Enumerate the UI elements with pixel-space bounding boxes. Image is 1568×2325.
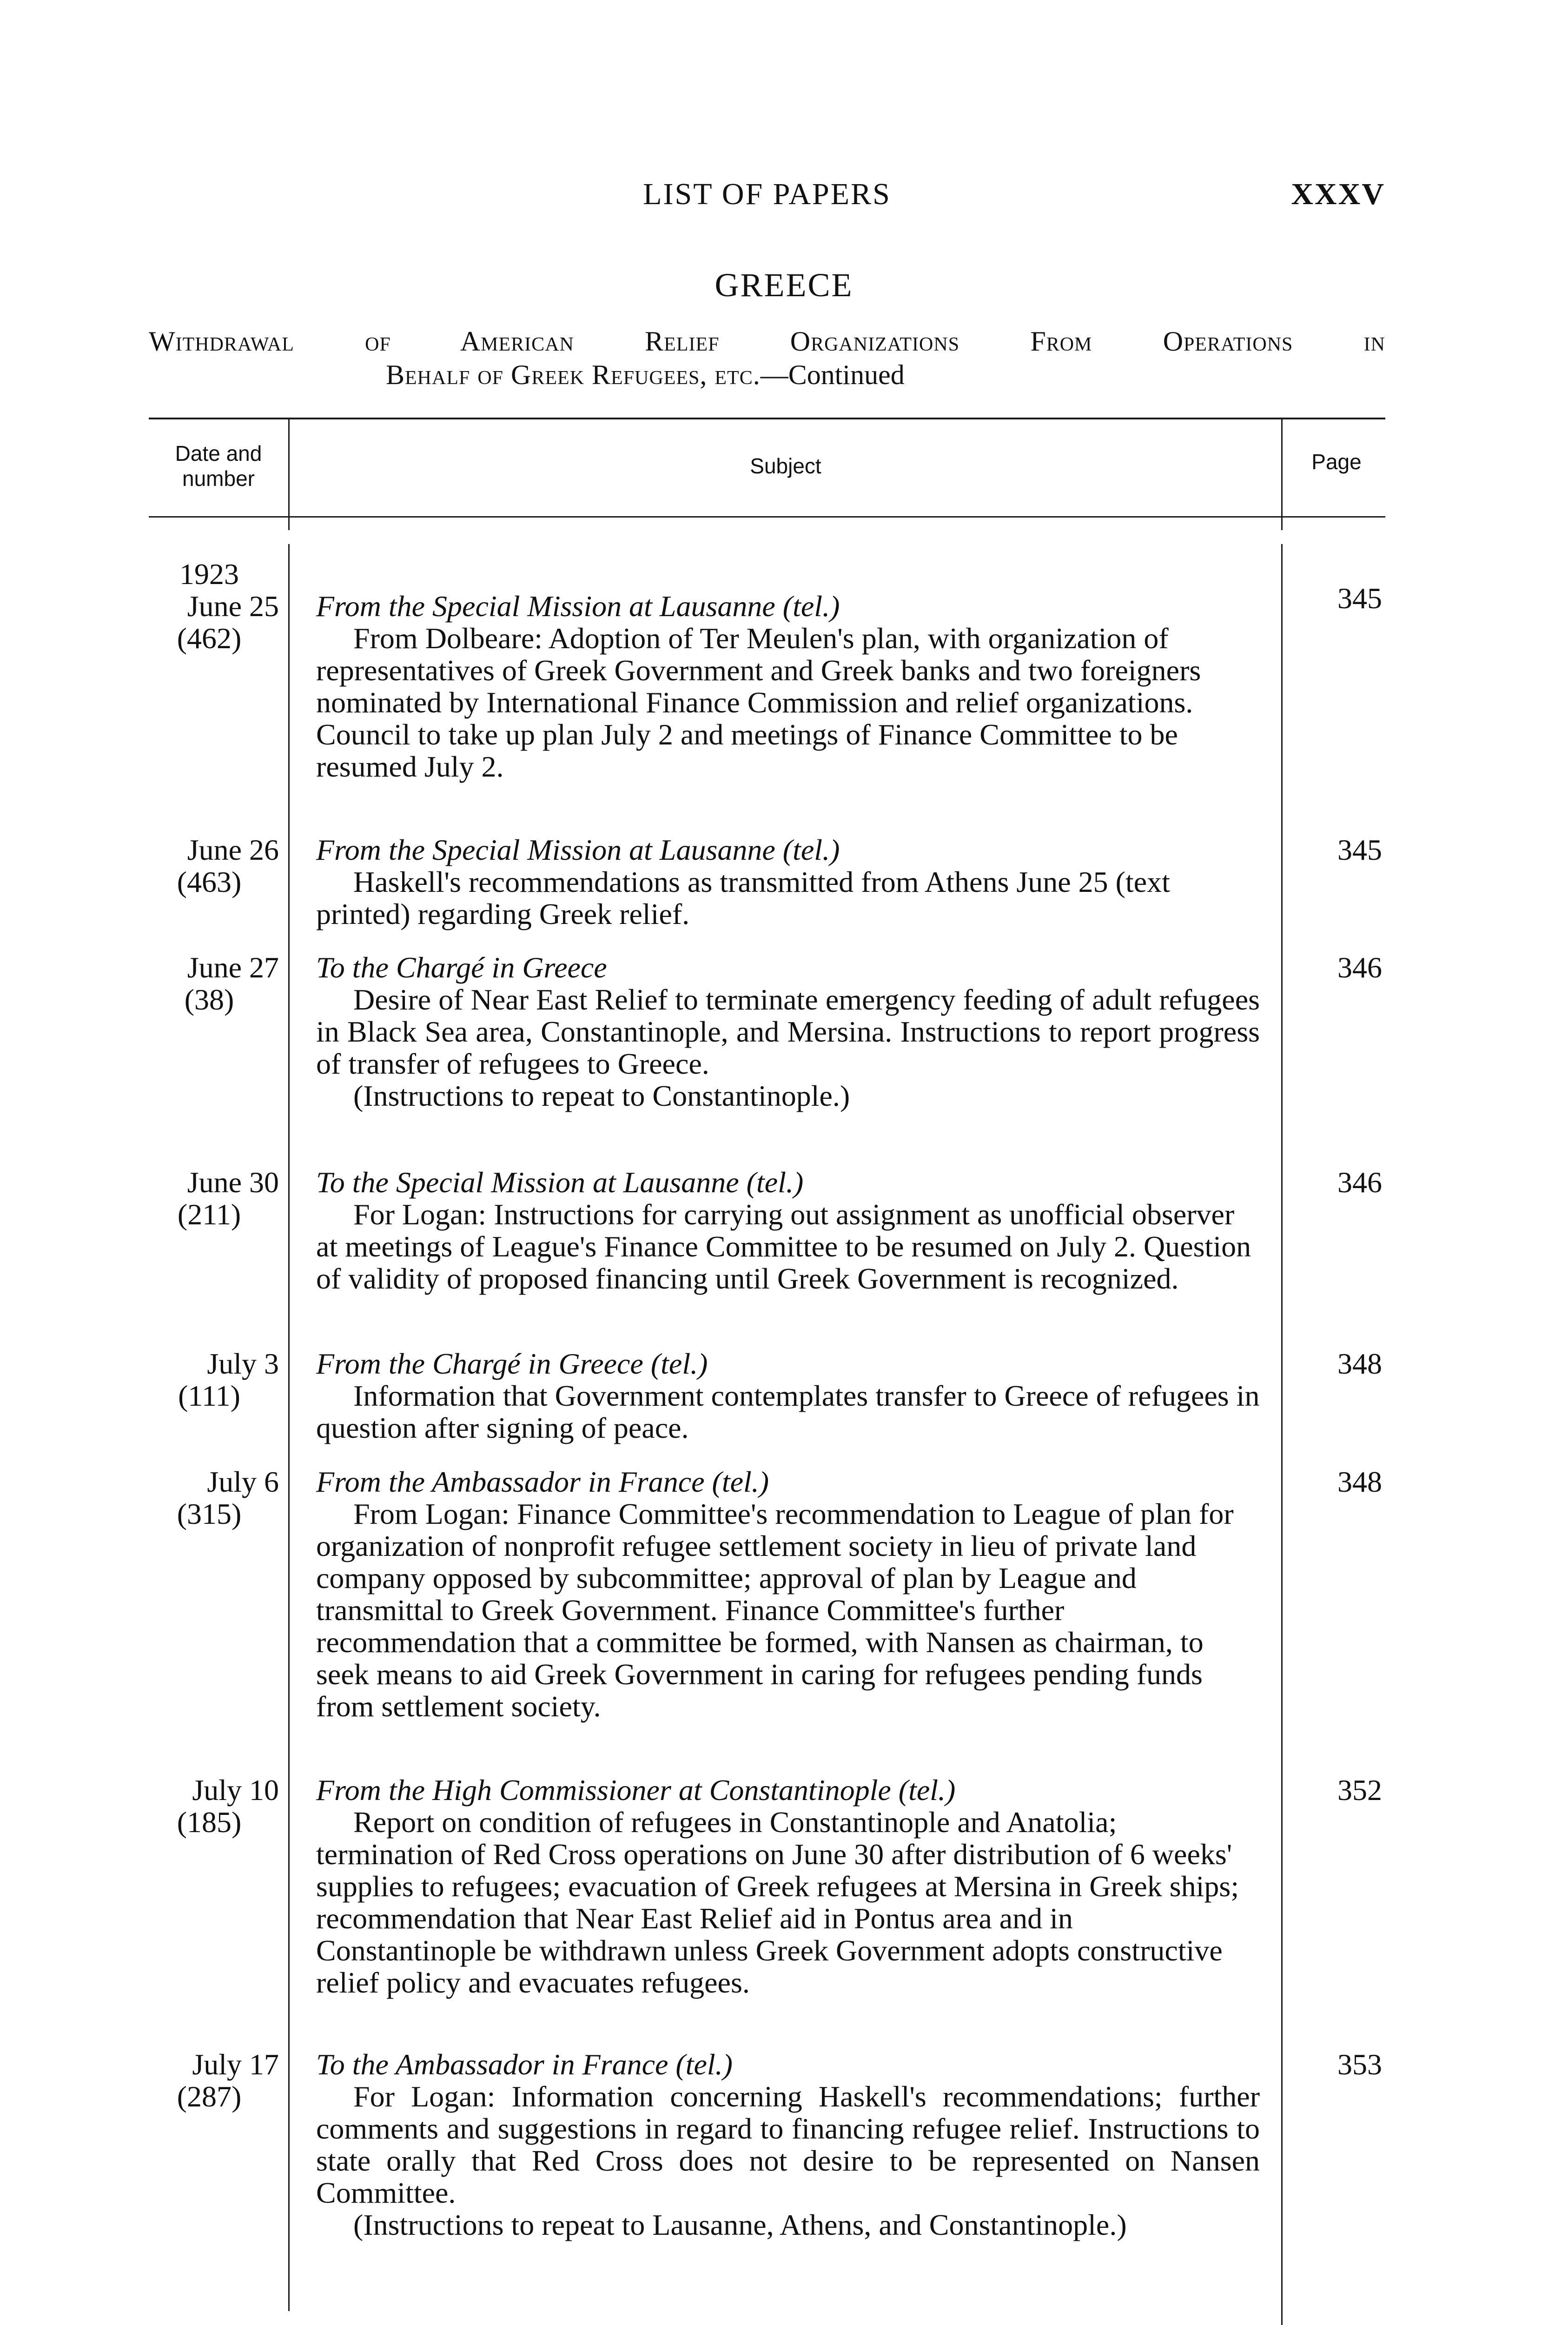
entry-date-cell: [139, 834, 279, 898]
entry-source: From the Ambassador in France (tel.): [316, 1465, 769, 1498]
entry-number: (185): [177, 1806, 242, 1839]
column-header-subject: Subject: [750, 454, 821, 478]
entry-source: To the Special Mission at Lausanne (tel.): [316, 1166, 804, 1199]
column-divider-page: [1281, 544, 1283, 2325]
country-heading: GREECE: [715, 266, 853, 304]
entry-number: (463): [177, 865, 242, 898]
entry-page: 348: [1337, 1347, 1382, 1380]
entry-date: July 10: [192, 1774, 279, 1807]
entry-number: (111): [178, 1379, 240, 1412]
table-header-rule: [149, 516, 1385, 518]
entry-date: July 3: [207, 1347, 279, 1380]
entry-date: July 6: [207, 1465, 279, 1498]
entry-subject: [316, 1166, 1260, 1295]
entry-source: To the Ambassador in France (tel.): [316, 2048, 733, 2081]
entry-page: 348: [1337, 1465, 1382, 1498]
entry-date: June 26: [187, 833, 279, 866]
entry-date-cell: [139, 1774, 279, 1838]
column-header-page: Page: [1311, 450, 1362, 474]
section-title-line1: Withdrawal of American Relief Organizations From Operations in: [149, 326, 1385, 357]
entry-date-cell: [139, 1348, 279, 1412]
entry-source: From the Chargé in Greece (tel.): [316, 1347, 708, 1380]
entry-subject: [316, 834, 1260, 930]
entry-number: (462): [177, 622, 242, 655]
section-title-continued: —Continued: [760, 359, 905, 390]
column-divider-date: [288, 544, 290, 2311]
entry-source: To the Chargé in Greece: [316, 951, 607, 984]
running-head-title: LIST OF PAPERS: [643, 177, 891, 211]
entry-number: (287): [177, 2080, 242, 2113]
entry-summary: Information that Government contemplates transfer to Greece of refugees in question after signing of peace.: [316, 1379, 1260, 1444]
entry-source: From the Special Mission at Lausanne (tel.): [316, 833, 840, 866]
column-divider-page-header: [1281, 418, 1283, 530]
section-title-line2: [149, 358, 1385, 392]
entry-page: 346: [1337, 1166, 1382, 1199]
table-top-rule: [149, 418, 1385, 419]
entry-year: 1923: [179, 558, 239, 591]
section-title: [149, 325, 1385, 392]
entry-number: (38): [184, 983, 234, 1016]
entry-summary: From Dolbeare: Adoption of Ter Meulen's plan, with organization of representatives of Greek Government and Greek banks and two foreigners nominated by International Finance Commission and relief organizations. Council to take up plan July 2 and meetings of Finance Committee to be resumed July 2.: [316, 622, 1201, 783]
entry-subject: [316, 590, 1260, 783]
entry-number: (315): [177, 1497, 242, 1530]
page-number: XXXV: [1291, 177, 1385, 211]
entry-subject: [316, 951, 1260, 1112]
entry-date-cell: [139, 558, 279, 654]
entry-page: 352: [1337, 1774, 1382, 1807]
entry-subject: [316, 2048, 1260, 2241]
entry-subject: [316, 1348, 1260, 1444]
entry-date-cell: [139, 1466, 279, 1530]
entry-page: 345: [1337, 582, 1382, 615]
entry-date: July 17: [192, 2048, 279, 2081]
entry-note: (Instructions to repeat to Constantinople.): [353, 1079, 850, 1112]
entry-note: (Instructions to repeat to Lausanne, Athens, and Constantinople.): [353, 2208, 1127, 2241]
column-header-date: Date and number: [175, 441, 262, 491]
entry-page: 345: [1337, 833, 1382, 866]
entry-summary: For Logan: Instructions for carrying out assignment as unofficial observer at meetings of League's Finance Committee to be resumed on July 2. Question of validity of proposed financing until Greek Government is recognized.: [316, 1198, 1251, 1295]
entry-summary: For Logan: Information concerning Haskell's recommendations; further comments and suggestions in regard to financing refugee relief. Instructions to state orally that Red Cross does not desire to be represented on Nansen Committee.: [316, 2080, 1260, 2209]
section-title-line2-text: Behalf of Greek Refugees, etc.: [386, 359, 761, 390]
entry-date-cell: [139, 2048, 279, 2112]
entry-subject: [316, 1466, 1260, 1722]
entry-subject: [316, 1774, 1260, 1999]
running-head: [149, 177, 1385, 223]
entry-number: (211): [177, 1198, 241, 1231]
entry-page: 353: [1337, 2048, 1382, 2081]
entry-summary: Desire of Near East Relief to terminate emergency feeding of adult refugees in Black Sea area, Constantinople, and Mersina. Instructions to report progress of transfer of refugees to Greece.: [316, 983, 1260, 1080]
entry-source: From the Special Mission at Lausanne (tel.): [316, 590, 840, 623]
entry-summary: From Logan: Finance Committee's recommendation to League of plan for organization of nonprofit refugee settlement society in lieu of private land company opposed by subcommittee; approval of plan by League and transmittal to Greek Government. Finance Committee's further recommendation that a committee be formed, with Nansen as chairman, to seek means to aid Greek Government in caring for refugees pending funds from settlement society.: [316, 1497, 1234, 1723]
entry-page: 346: [1337, 951, 1382, 984]
column-divider-date-header: [288, 418, 290, 530]
entry-summary: Report on condition of refugees in Constantinople and Anatolia; termination of Red Cross operations on June 30 after distribution of 6 weeks' supplies to refugees; evacuation of Greek refugees at Mersina in Greek ships; recommendation that Near East Relief aid in Pontus area and in Constantinople be withdrawn unless Greek Government adopts constructive relief policy and evacuates refugees.: [316, 1806, 1239, 1999]
entry-date-cell: [139, 951, 279, 1016]
entry-date: June 25: [187, 590, 279, 623]
entry-summary: Haskell's recommendations as transmitted from Athens June 25 (text printed) regarding Greek relief.: [316, 865, 1170, 930]
entry-date: June 27: [187, 951, 279, 984]
entry-date: June 30: [187, 1166, 279, 1199]
entry-source: From the High Commissioner at Constantinople (tel.): [316, 1774, 956, 1807]
entry-date-cell: [139, 1166, 279, 1230]
